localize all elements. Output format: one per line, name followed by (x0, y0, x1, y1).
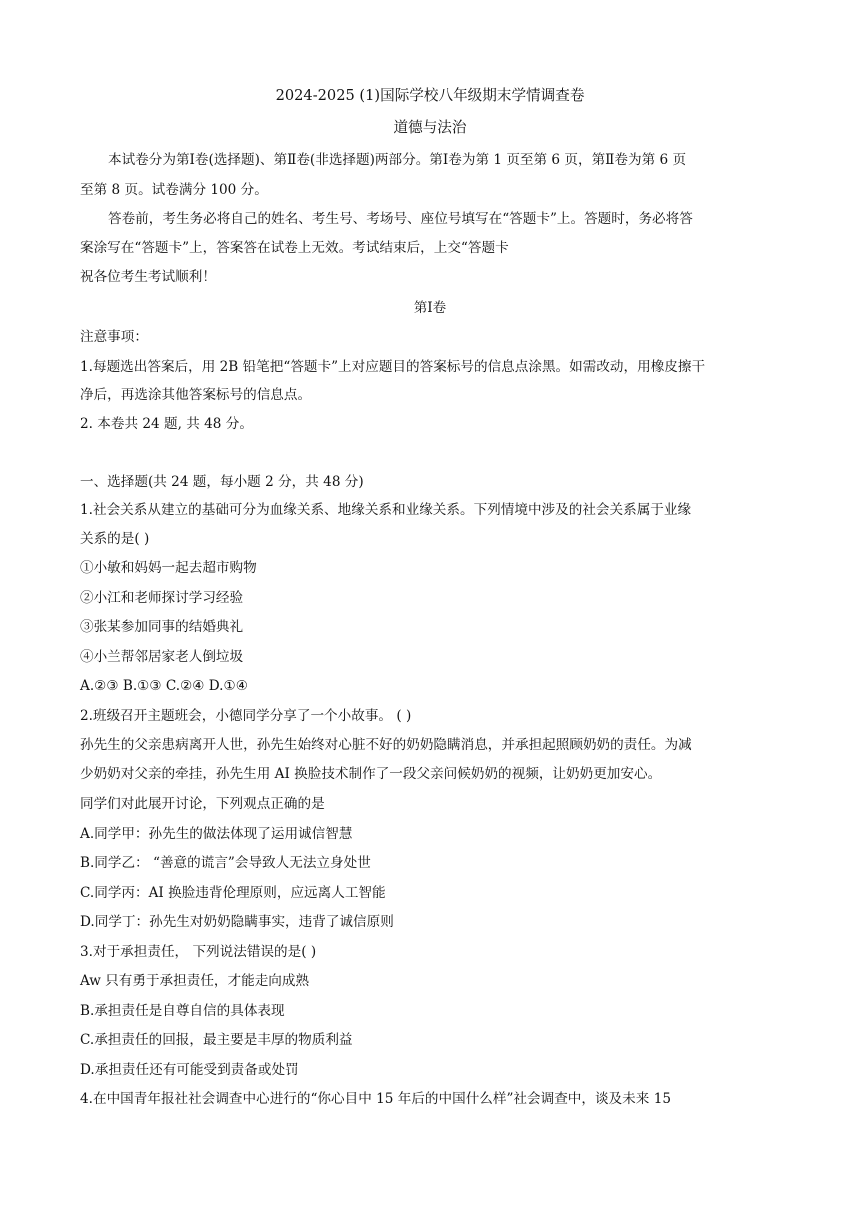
intro-paragraph-2-line-2: 案涂写在“答题卡”上，答案答在试卷上无效。考试结束后，上交“答题卡 (80, 240, 509, 256)
question-1-answer-choices: A.②③ B.①③ C.②④ D.①④ (80, 678, 248, 694)
intro-paragraph-1-line-1: 本试卷分为第Ⅰ卷(选择题)、第Ⅱ卷(非选择题)两部分。第Ⅰ卷为第 1 页至第 6 页，第Ⅱ卷为第 6 页 (108, 152, 687, 168)
notice-2: 2. 本卷共 24 题, 共 48 分。 (80, 416, 253, 432)
question-1-stem-line-1: 1.社会关系从建立的基础可分为血缘关系、地缘关系和业缘关系。下列情境中涉及的社会关系属于业缘 (80, 502, 692, 518)
question-1-option-2: ②小江和老师探讨学习经验 (80, 590, 244, 606)
intro-paragraph-1-line-2: 至第 8 页。试卷满分 100 分。 (80, 182, 268, 198)
question-2-story-line-2: 少奶奶对父亲的牵挂，孙先生用 AI 换脸技术制作了一段父亲问候奶奶的视频，让奶奶更加安心。 (80, 766, 662, 782)
question-3-stem: 3.对于承担责任， 下列说法错误的是( ) (80, 944, 317, 960)
question-3-option-a: Aw 只有勇于承担责任，才能走向成熟 (80, 973, 310, 989)
question-3-option-d: D.承担责任还有可能受到责备或处罚 (80, 1062, 299, 1078)
question-4-stem-line-1: 4.在中国青年报社社会调查中心进行的“你心目中 15 年后的中国什么样”社会调查中，谈及未来 15 (80, 1091, 671, 1107)
exam-title: 2024-2025 (1)国际学校八年级期末学情调查卷 (275, 87, 585, 104)
question-2-prompt: 同学们对此展开讨论，下列观点正确的是 (80, 796, 325, 812)
notice-1-line-2: 净后，再选涂其他答案标号的信息点。 (80, 387, 312, 403)
part1-heading: 第Ⅰ卷 (413, 300, 447, 316)
section-1-heading: 一、选择题(共 24 题，每小题 2 分，共 48 分) (80, 474, 364, 490)
question-1-option-1: ①小敏和妈妈一起去超市购物 (80, 560, 257, 576)
question-2-option-d: D.同学丁：孙先生对奶奶隐瞒事实，违背了诚信原则 (80, 914, 394, 930)
question-2-story-line-1: 孙先生的父亲患病离开人世，孙先生始终对心脏不好的奶奶隐瞒消息，并承担起照顾奶奶的责任。为减 (80, 737, 692, 753)
question-2-stem: 2.班级召开主题班会，小德同学分享了一个小故事。 ( ) (80, 708, 412, 724)
good-luck-text: 祝各位考生考试顺利！ (80, 269, 216, 285)
notice-1-line-1: 1.每题选出答案后，用 2B 铅笔把“答题卡”上对应题目的答案标号的信息点涂黑。如需改动，用橡皮擦干 (80, 359, 706, 375)
question-3-option-b: B.承担责任是自尊自信的具体表现 (80, 1003, 285, 1019)
question-2-option-c: C.同学丙：AI 换脸违背伦理原则，应远离人工智能 (80, 885, 386, 901)
question-1-option-4: ④小兰帮邻居家老人倒垃圾 (80, 649, 244, 665)
question-1-stem-line-2: 关系的是( ) (80, 531, 150, 547)
intro-paragraph-2-line-1: 答卷前，考生务必将自己的姓名、考生号、考场号、座位号填写在“答题卡”上。答题时，务必将答 (108, 211, 693, 227)
question-1-option-3: ③张某参加同事的结婚典礼 (80, 619, 244, 635)
subject-title: 道德与法治 (393, 119, 467, 136)
question-2-option-b: B.同学乙： “善意的谎言”会导致人无法立身处世 (80, 855, 371, 871)
question-3-option-c: C.承担责任的回报，最主要是丰厚的物质利益 (80, 1032, 353, 1048)
question-2-option-a: A.同学甲：孙先生的做法体现了运用诚信智慧 (80, 826, 353, 842)
notice-label: 注意事项： (80, 329, 148, 345)
